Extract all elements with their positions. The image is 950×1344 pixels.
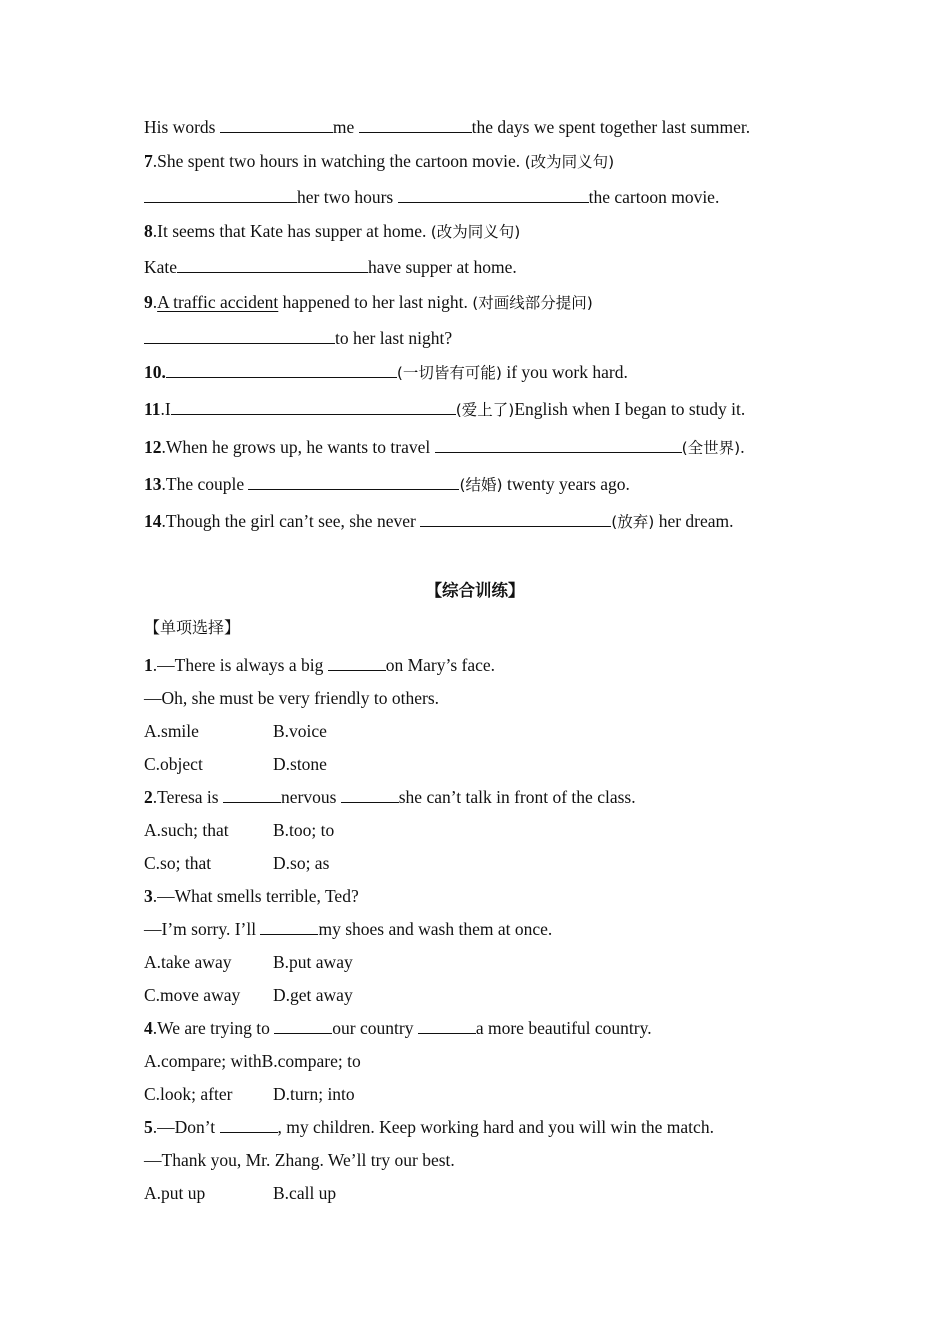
option-row (144, 819, 334, 841)
question-number: 3 (144, 886, 153, 906)
text: .I (160, 399, 171, 419)
question-number: 8 (144, 221, 153, 241)
answer-blank[interactable] (359, 117, 472, 133)
answer-blank[interactable] (144, 328, 335, 344)
question-text: happened to her last night. (278, 292, 473, 312)
hint: (一切皆有可能) (396, 364, 502, 382)
option-a[interactable]: A.put up (144, 1183, 206, 1203)
mc-question-2 (144, 786, 636, 808)
instruction-note: (改为同义句) (524, 153, 615, 171)
option-a[interactable]: A.compare; with (144, 1051, 262, 1071)
answer-blank[interactable] (177, 257, 368, 273)
option-b[interactable]: B.too; to (273, 820, 335, 840)
question-text: —I’m sorry. I’ll (144, 919, 261, 939)
option-d[interactable]: D.stone (273, 754, 327, 774)
mc-q1-reply: —Oh, she must be very friendly to others. (144, 688, 440, 708)
text: .When he grows up, he wants to travel (161, 437, 435, 457)
question-14 (144, 510, 734, 533)
question-number: 1 (144, 655, 153, 675)
answer-blank[interactable] (220, 117, 333, 133)
question-text: .She spent two hours in watching the cartoon movie. (152, 151, 525, 171)
q8-answer-line (144, 256, 517, 278)
text: her two hours (297, 187, 398, 207)
question-number: 11 (144, 399, 161, 419)
text: her dream. (654, 511, 734, 531)
hint: (全世界) (681, 439, 741, 457)
text: have supper at home. (368, 257, 517, 277)
hint: (爱上了) (455, 401, 515, 419)
question-7 (144, 150, 614, 173)
answer-blank[interactable] (260, 919, 318, 935)
text: to her last night? (335, 328, 453, 348)
answer-blank[interactable] (171, 399, 456, 415)
option-c[interactable]: C.object (144, 754, 203, 774)
option-c[interactable]: C.move away (144, 985, 241, 1005)
option-b[interactable]: B.put away (273, 952, 353, 972)
question-10 (144, 361, 628, 384)
question-number: 7 (144, 151, 153, 171)
option-c[interactable]: C.so; that (144, 853, 212, 873)
option-row (144, 1083, 355, 1105)
instruction-note: (改为同义句) (430, 223, 521, 241)
question-9 (144, 291, 593, 314)
text: . (152, 292, 158, 312)
question-text: .We are trying to (152, 1018, 275, 1038)
question-number: 14 (144, 511, 162, 531)
answer-blank[interactable] (248, 474, 459, 490)
answer-blank[interactable] (223, 787, 281, 803)
text: the days we spent together last summer. (471, 117, 751, 137)
mc-question-5 (144, 1116, 714, 1138)
text: English when I began to study it. (514, 399, 746, 419)
question-number: 10 (144, 362, 162, 382)
question-text: a more beautiful country. (475, 1018, 652, 1038)
option-row (144, 951, 353, 973)
instruction-note: (对画线部分提问) (472, 294, 593, 312)
underlined-phrase: A traffic accident (157, 292, 279, 312)
question-text: my shoes and wash them at once. (318, 919, 553, 939)
answer-blank[interactable] (418, 1018, 476, 1034)
answer-blank[interactable] (435, 437, 682, 453)
answer-blank[interactable] (398, 187, 589, 203)
subsection-title: 【单项选择】 (144, 618, 241, 637)
answer-blank[interactable] (220, 1117, 278, 1133)
mc-q3-reply (144, 918, 552, 940)
answer-blank[interactable] (420, 511, 611, 527)
option-row (144, 753, 327, 775)
question-text: on Mary’s face. (385, 655, 496, 675)
option-a[interactable]: A.such; that (144, 820, 229, 840)
option-row (144, 720, 327, 742)
question-13 (144, 473, 630, 496)
text: .The couple (161, 474, 249, 494)
question-number: 9 (144, 292, 153, 312)
text: . (740, 437, 745, 457)
option-b[interactable]: B.call up (273, 1183, 337, 1203)
text: Kate (144, 257, 178, 277)
mc-question-4 (144, 1017, 652, 1039)
answer-blank[interactable] (328, 655, 386, 671)
question-text: .—What smells terrible, Ted? (152, 886, 359, 906)
option-d[interactable]: D.get away (273, 985, 353, 1005)
option-b[interactable]: B.compare; to (261, 1051, 361, 1071)
q6-answer-line (144, 116, 750, 138)
question-12 (144, 436, 745, 459)
answer-blank[interactable] (274, 1018, 332, 1034)
question-text: .It seems that Kate has supper at home. (152, 221, 431, 241)
mc-question-1 (144, 654, 495, 676)
hint: (结婚) (459, 476, 503, 494)
text: the cartoon movie. (588, 187, 720, 207)
option-d[interactable]: D.so; as (273, 853, 330, 873)
option-a[interactable]: A.smile (144, 721, 199, 741)
mc-q5-reply: —Thank you, Mr. Zhang. We’ll try our best. (144, 1150, 455, 1170)
question-text: .—Don’t (152, 1117, 220, 1137)
option-c[interactable]: C.look; after (144, 1084, 233, 1104)
question-number: 13 (144, 474, 162, 494)
question-number: 4 (144, 1018, 153, 1038)
question-11 (144, 398, 745, 421)
text: if you work hard. (501, 362, 628, 382)
text: twenty years ago. (502, 474, 630, 494)
question-number: 12 (144, 437, 162, 457)
question-text: .Teresa is (152, 787, 223, 807)
answer-blank[interactable] (166, 362, 397, 378)
question-text: .—There is always a big (152, 655, 328, 675)
q9-answer-line (144, 327, 452, 349)
option-row (144, 1182, 336, 1204)
q7-answer-line (144, 186, 719, 208)
question-text: , my children. Keep working hard and you will win the match. (277, 1117, 714, 1137)
option-d[interactable]: D.turn; into (273, 1084, 355, 1104)
text: .Though the girl can’t see, she never (161, 511, 421, 531)
mc-question-3 (144, 885, 359, 907)
text: His words (144, 117, 220, 137)
text: me (332, 117, 359, 137)
option-row (144, 1050, 361, 1072)
question-8 (144, 220, 520, 243)
hint: (放弃) (611, 513, 655, 531)
option-row (144, 852, 329, 874)
question-number: 5 (144, 1117, 153, 1137)
option-a[interactable]: A.take away (144, 952, 232, 972)
question-text: she can’t talk in front of the class. (398, 787, 636, 807)
question-number: 2 (144, 787, 153, 807)
question-text: nervous (280, 787, 341, 807)
section-title: 【综合训练】 (425, 581, 525, 600)
answer-blank[interactable] (341, 787, 399, 803)
question-text: our country (332, 1018, 418, 1038)
answer-blank[interactable] (144, 187, 297, 203)
option-b[interactable]: B.voice (273, 721, 327, 741)
text: . (161, 362, 166, 382)
option-row (144, 984, 353, 1006)
